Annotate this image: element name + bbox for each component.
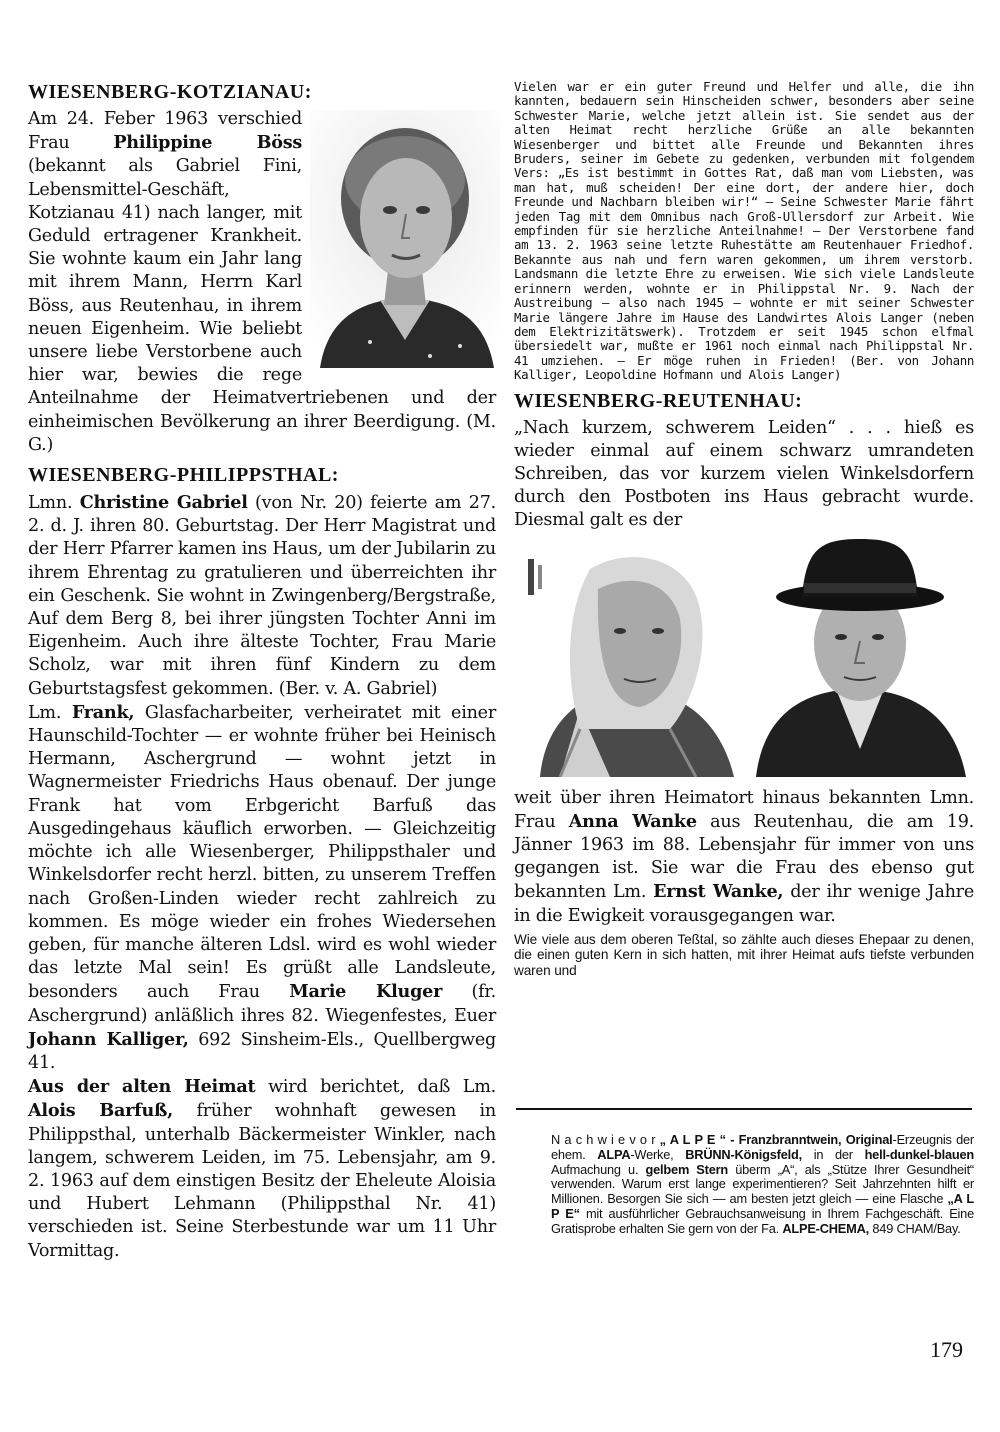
text-run: wird berichtet, daß Lm. [255,1077,497,1098]
text-run: „ A L P E “ - Franzbranntwein, Original [659,1132,893,1147]
heading-reutenhau: WIESENBERG-REUTENHAU: [514,389,803,412]
text-run: „A L P E“ [551,1191,974,1221]
text-run: ALPE-CHEMA, [782,1220,869,1236]
text-run: Philippine Böss [113,132,303,154]
article-anna-wanke [514,787,974,928]
portrait-photo-philippine-boess [310,110,500,368]
text-run: der ihr wenige Jahre in die Ewigkeit vorausgegangen war. [514,882,975,926]
right-column [514,80,974,978]
text-run: -Erzeugnis der ehem. [551,1132,974,1162]
text-run: Marie Kluger [289,981,443,1003]
text-run: BRÜNN-Königsfeld, [685,1146,802,1162]
text-run: überm „A“, als „Stütze Ihrer Gesundheit“ verwenden. Warum erst lange experimentieren? Seit Jahrzehnten hilft er Millionen. Besorgen Sie sich — am besten jetzt gleich — eine Flasche [551,1161,974,1207]
text-run: „Nach kurzem, schwerem Leiden“ . . . hieß es wieder einmal auf einem schwarz umrandeten Schreiben, das vor kurzem vielen Winkelsdorfern durch den Postboten ins Haus gebracht wurde. Diesmal galt es der [514,417,974,531]
article-frank [28,701,496,1075]
text-run: 692 Sinsheim-Els., Quellbergweg 41. [28,1029,496,1073]
text-run: Am 24. Feber 1963 verschied Frau [28,109,302,154]
text-run: Aufmachung u. [551,1161,646,1177]
article-christine-gabriel [28,491,496,701]
left-column [28,80,496,1263]
article-reutenhau-intro [514,417,974,533]
text-run: N a c h w i e v o r [551,1132,660,1147]
text-run: Lm. [28,702,72,723]
photo-anna-and-ernst-wanke [520,539,976,777]
text-run: Aus der alten Heimat [28,1076,256,1098]
text-run: weit über ihren Heimatort hinaus bekannten Lmn. Frau [514,787,974,832]
alpe-advertisement [551,1133,974,1237]
text-run: Ernst Wanke, [653,881,784,903]
text-run: Alois Barfuß, [28,1100,174,1122]
text-run: gelbem Stern [645,1161,729,1177]
text-run: (fr. Aschergrund) anläßlich ihres 82. Wiegenfestes, Euer [28,982,496,1026]
heading-philippsthal: WIESENBERG-PHILIPPSTHAL: [28,464,339,487]
text-run: aus Reutenhau, die am 19. Jänner 1963 im 88. Lebensjahr für immer von uns gegangen ist. Sie war die Frau des ebenso gut bekannten Lm. [514,811,974,903]
text-run: Frank, [71,701,135,723]
text-run: Lmn. [28,493,80,514]
article-wanke-continuation: Wie viele aus dem oberen Teßtal, so zählte auch dieses Ehepaar zu denen, die einen guten Kern in sich hatten, mit ihrer Heimat aufs tiefste verbunden waren und [514,931,974,978]
heading-kotzianau: WIESENBERG-KOTZIANAU: [28,81,312,103]
text-run: 849 CHAM/Bay. [869,1220,961,1236]
obituary-continuation: Vielen war er ein guter Freund und Helfer und alle, die ihn kannten, bedauern sein Hinscheiden schwer, besonders aber seine Schwester Marie, welche jetzt allein ist. Sie sendet aus der alten Heimat recht herzliche Grüße an alle bekannten Wiesenberger und bittet alle Freunde und Bekannten ihres Bruders, seiner im Gebete zu gedenken, verbunden mit folgendem Vers: „Es ist bestimmt in Gottes Rat, daß man vom Liebsten, was man hat, muß scheiden! Der eine dort, der andere hier, doch Freunde und Nachbarn bleiben wir!“ — Seine Schwester Marie fährt jeden Tag mit dem Omnibus nach Groß-Ullersdorf zur Arbeit. Wie empfinden für sie herzliche Anteilnahme! — Der Verstorbene fand am 13. 2. 1963 seine letzte Ruhestätte am Reutenhauer Friedhof. Bekannte aus nah und fern waren gekommen, um ihrem verstorb. Landsmann die letzte Ehre zu erweisen. Wie sich viele Landsleute erinnern werden, wohnte er in Philippstal Nr. 9. Nach der Austreibung — also nach 1945 — wohnte er mit seiner Schwester Marie längere Jahre im Hause des Landwirtes Alois Langer (neben dem Elektrizitätswerk). Trotzdem er seit 1945 schon elfmal übersiedelt war, mußte er 1961 noch einmal nach Philippstal Nr. 41 umziehen. — Er möge ruhen in Frieden! (Ber. von Johann Kalliger, Leopoldine Hofmann und Alois Langer) [514,79,974,383]
text-run: Glasfacharbeiter, verheiratet mit einer Haunschild-Tochter — er wohnte früher bei Heinisch Hermann, Aschergrund — wohnt jetzt in Wagnermeister Friedrichs Haus obenauf. Der junge Frank hat vom Erbgericht Barfuß das Ausgedingehaus käuflich erworben. — Gleichzeitig möchte ich alle Wiesenberger, Philippsthaler und Winkelsdorfer recht herzl. bitten, zu unserem Treffen nach Großen-Linden wieder recht zahlreich zu kommen. Es möge wieder ein frohes Wiedersehen geben, für manche älteren Ldsl. wird es wohl wieder das letzte Mal sein! Es grüßt alle Landsleute, besonders auch Frau [28,702,496,1003]
text-run: Anna Wanke [568,810,697,832]
text-run: Christine Gabriel [79,492,248,514]
text-run: in der [802,1146,865,1162]
text-run: früher wohnhaft gewesen in Philippsthal, unterhalb Bäckermeister Winkler, nach langem, schwerem Leiden, im 75. Lebensjahr, am 9. 2. 1963 auf dem einstigen Besitz der Eheleute Aloisia und Hubert Lehmann (Philippsthal Nr. 41) verschieden ist. Seine Sterbestunde war um 11 Uhr Vormittag. [28,1101,496,1261]
text-run: hell-dunkel-blauen [864,1146,975,1162]
text-run: -Werke, [630,1146,686,1162]
text-run: (bekannt als Gabriel Fini, Lebensmittel-Geschäft, Kotzianau 41) nach langer, mit Geduld ertragener Krankheit. Sie wohnte kaum ein Jahr lang mit ihrem Mann, Herrn Karl Böss, aus Reutenhau, in ihrem neuen Eigenheim. Wie beliebt unsere liebe Verstorbene auch hier war, bewies die rege Anteilnahme der Heimatvertriebenen und der einheimischen Bevölkerung an ihrer Beerdigung. (M. G.) [28,156,496,455]
article-alois-barfuss [28,1075,496,1263]
text-run: mit ausführlicher Gebrauchsanweisung in Ihrem Fachgeschäft. Eine Gratisprobe erhalten Sie gern von der Fa. [551,1205,975,1236]
advert-divider-rule [516,1108,972,1110]
page-number: 179 [930,1337,963,1362]
text-run: Johann Kalliger, [28,1028,189,1050]
text-run: (von Nr. 20) feierte am 27. 2. d. J. ihren 80. Geburtstag. Der Herr Magistrat und der Herr Pfarrer kamen ins Haus, um der Jubilarin zu ihrem Ehrentag zu gratulieren und überreichten ihr ein Geschenk. Sie wohnt in Zwingenberg/Bergstraße, Auf dem Berg 8, bei ihrer jüngsten Tochter Anni im Eigenheim. Auch ihre älteste Tochter, Frau Marie Scholz, war mit ihren fünf Kindern zu dem Geburtstagsfest gekommen. (Ber. v. A. Gabriel) [28,493,496,699]
text-run: ALPA [597,1146,631,1162]
